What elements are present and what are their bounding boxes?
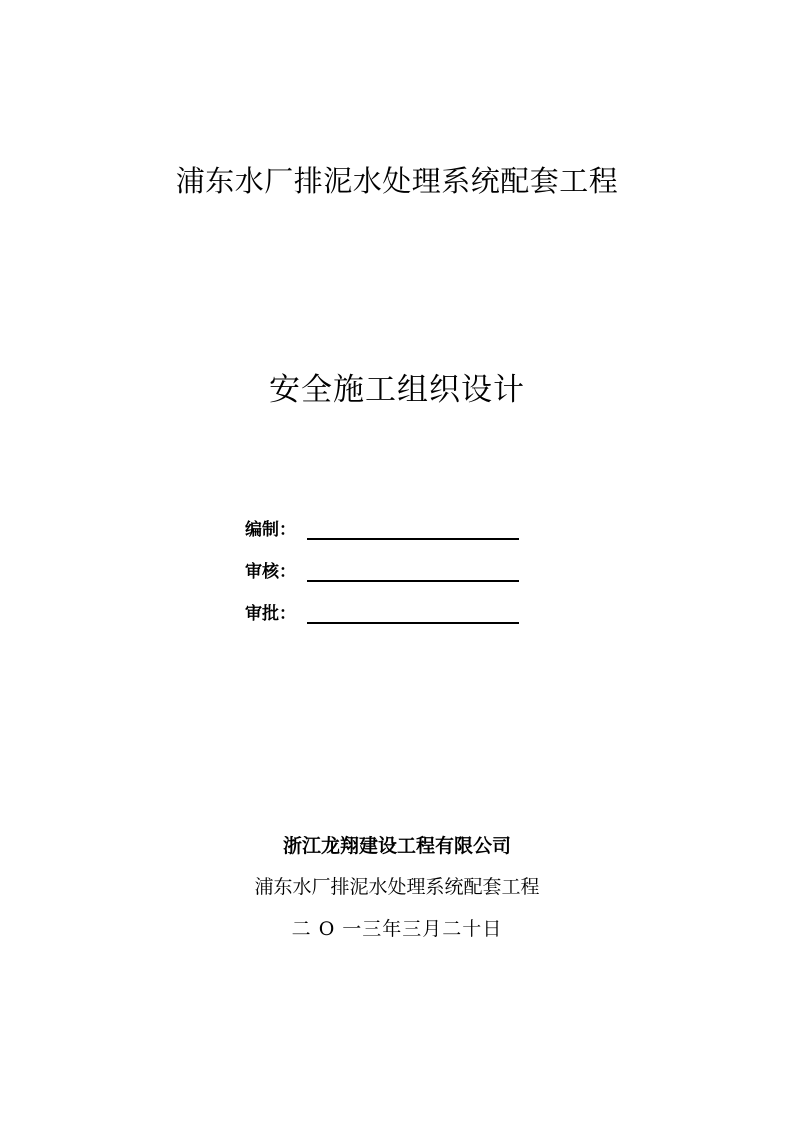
signature-row-reviewer xyxy=(245,542,545,584)
footer-date: 二 O 一三年三月二十日 xyxy=(291,918,503,940)
reviewer-label: 审核： xyxy=(245,562,296,582)
compiler-signature-line xyxy=(307,514,519,540)
reviewer-signature-line xyxy=(307,556,519,582)
signature-block xyxy=(245,500,545,626)
footer-project: 浦东水厂排泥水处理系统配套工程 xyxy=(254,876,540,898)
signature-row-compiler xyxy=(245,500,545,542)
signature-row-approver xyxy=(245,584,545,626)
footer-company: 浙江龙翔建设工程有限公司 xyxy=(282,835,511,857)
approver-label: 审批： xyxy=(245,604,296,624)
approver-signature-line xyxy=(307,598,519,624)
project-title: 浦东水厂排泥水处理系统配套工程 xyxy=(175,164,619,198)
compiler-label: 编制： xyxy=(245,520,296,540)
document-title: 安全施工组织设计 xyxy=(269,372,525,408)
